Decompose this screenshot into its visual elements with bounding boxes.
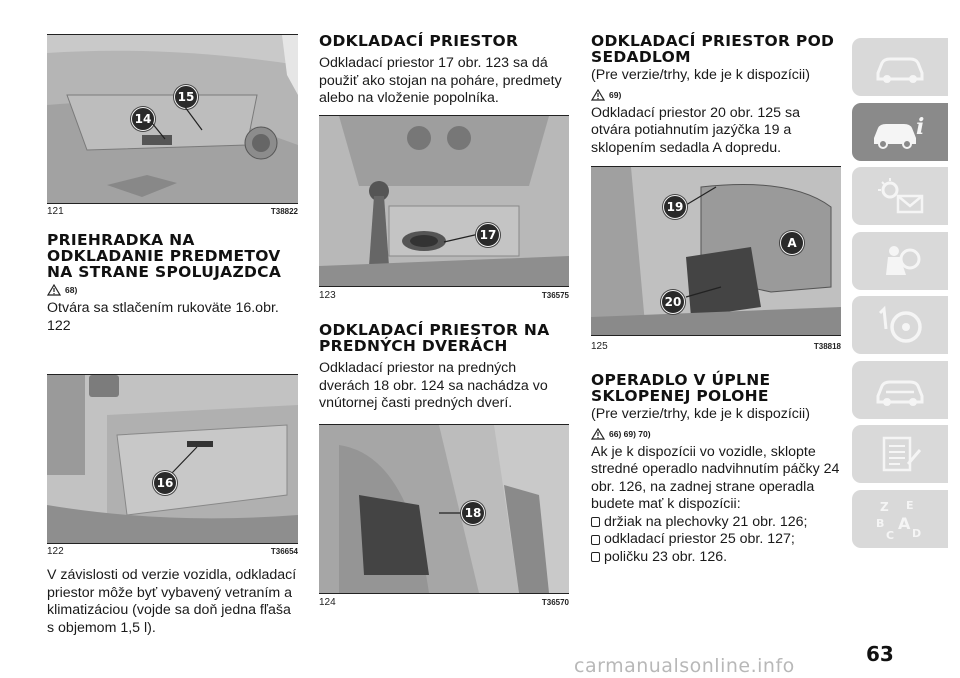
section-folded-backrest (591, 372, 841, 566)
alphabet-index-icon (872, 497, 928, 541)
figure-122-illustration (47, 375, 298, 543)
svg-text:E: E (906, 498, 914, 512)
warning-ref: 69) (591, 87, 841, 103)
tab-car[interactable] (852, 38, 948, 96)
tab-index[interactable] (852, 490, 948, 548)
callout-19: 19 (663, 195, 687, 219)
callout-18: 18 (461, 501, 485, 525)
callout-14: 14 (131, 107, 155, 131)
svg-text:A: A (898, 513, 911, 533)
figure-number: 125 (591, 341, 608, 352)
svg-text:C: C (886, 528, 895, 541)
figure-number: 122 (47, 546, 64, 557)
figure-number: 123 (319, 290, 336, 301)
warning-ref: 66) 69) 70) (591, 426, 841, 442)
tab-car-info[interactable] (852, 103, 948, 161)
figure-125-illustration (591, 167, 841, 335)
body-text: Otvára sa stlačením rukoväte 16.obr. 122 (47, 300, 279, 334)
figure-124-illustration (319, 425, 569, 593)
figure-121-caption (47, 206, 298, 217)
list-item: držiak na plechovky 21 obr. 126; (591, 514, 841, 532)
callout-17: 17 (476, 223, 500, 247)
warning-ref: 68) (47, 282, 298, 298)
section-heading: ODKLADACÍ PRIESTOR (319, 32, 519, 50)
tab-car-service[interactable] (852, 361, 948, 419)
figure-125 (591, 166, 841, 336)
availability-note: (Pre verzie/trhy, kde je k dispozícii) (591, 406, 810, 422)
figure-code: T38822 (270, 207, 298, 216)
chapter-tabs (852, 38, 948, 554)
figure-122-caption (47, 546, 298, 557)
section-passenger-glovebox (47, 232, 298, 335)
warning-triangle-icon (591, 89, 605, 101)
steering-wheel-icon (872, 305, 928, 345)
body-text-2: V závislosti od verzie vozidla, odkladací priestor môže byť vybavený vetraním a klimatizáciou (vojde sa doň jedna fľaša s objemom 1,5 l). (47, 567, 297, 636)
svg-text:D: D (912, 526, 922, 540)
figure-123 (319, 115, 569, 287)
section-heading: ODKLADACÍ PRIESTOR POD SEDADLOM (591, 32, 835, 66)
figure-code: T36575 (541, 291, 569, 300)
list-item: poličku 23 obr. 126. (591, 549, 841, 567)
figure-code: T38818 (813, 342, 841, 351)
tab-steering-wheel[interactable] (852, 296, 948, 354)
car-service-icon (872, 370, 928, 410)
tab-airbag[interactable] (852, 232, 948, 290)
section-heading: OPERADLO V ÚPLNE SKLOPENEJ POLOHE (591, 371, 771, 405)
page-number: 63 (866, 642, 894, 666)
car-info-icon (870, 112, 930, 152)
checkbox-bullet-icon (591, 517, 600, 527)
watermark: carmanualsonline.info (574, 655, 795, 677)
figure-number: 124 (319, 597, 336, 608)
figure-code: T36570 (541, 598, 569, 607)
availability-note: (Pre verzie/trhy, kde je k dispozícii) (591, 67, 810, 83)
figure-125-caption (591, 341, 841, 352)
body-text: Ak je k dispozícii vo vozidle, sklopte stredné operadlo nadvihnutím páčky 24 obr. 126, na zadnej strane operadla budete mať k dispozícii: (591, 443, 840, 512)
figure-121 (47, 34, 298, 204)
warning-triangle-icon (47, 284, 61, 296)
svg-text:Z: Z (880, 499, 889, 514)
car-icon (872, 47, 928, 87)
warning-triangle-icon (591, 428, 605, 440)
svg-text:B: B (876, 516, 885, 530)
figure-123-caption (319, 290, 569, 301)
body-text: Odkladací priestor na predných dverách 18 obr. 124 sa nachádza vo vnútornej časti predných dverí. (319, 360, 548, 411)
section-storage (319, 33, 569, 108)
tab-specifications[interactable] (852, 425, 948, 483)
figure-122 (47, 374, 298, 544)
section-under-seat-storage (591, 33, 841, 157)
list-item: odkladací priestor 25 obr. 127; (591, 531, 841, 549)
body-text: Odkladací priestor 17 obr. 123 sa dá použiť ako stojan na poháre, predmety alebo na vloženie popolníka. (319, 55, 562, 106)
bullet-list (591, 514, 841, 567)
callout-20: 20 (661, 290, 685, 314)
checkbox-bullet-icon (591, 535, 600, 545)
figure-number: 121 (47, 206, 64, 217)
figure-124 (319, 424, 569, 594)
section-front-door-storage (319, 322, 569, 413)
checkbox-bullet-icon (591, 552, 600, 562)
figure-code: T36654 (270, 547, 298, 556)
tab-dashboard-lights[interactable] (852, 167, 948, 225)
airbag-icon (872, 241, 928, 281)
dashboard-lights-icon (872, 176, 928, 216)
callout-15: 15 (174, 85, 198, 109)
figure-124-caption (319, 597, 569, 608)
callout-16: 16 (153, 471, 177, 495)
section-heading: ODKLADACÍ PRIESTOR NA PREDNÝCH DVERÁCH (319, 321, 550, 355)
body-text: Odkladací priestor 20 obr. 125 sa otvára potiahnutím jazýčka 19 a sklopením sedadla A dopredu. (591, 104, 800, 156)
figure-123-illustration (319, 116, 569, 286)
svg-text:i: i (916, 113, 925, 140)
callout-A: A (780, 231, 804, 255)
figure-121-illustration (47, 35, 298, 203)
section-heading: PRIEHRADKA NA ODKLADANIE PREDMETOV NA STRANE SPOLUJAZDCA (47, 231, 282, 281)
spec-sheet-icon (872, 434, 928, 474)
